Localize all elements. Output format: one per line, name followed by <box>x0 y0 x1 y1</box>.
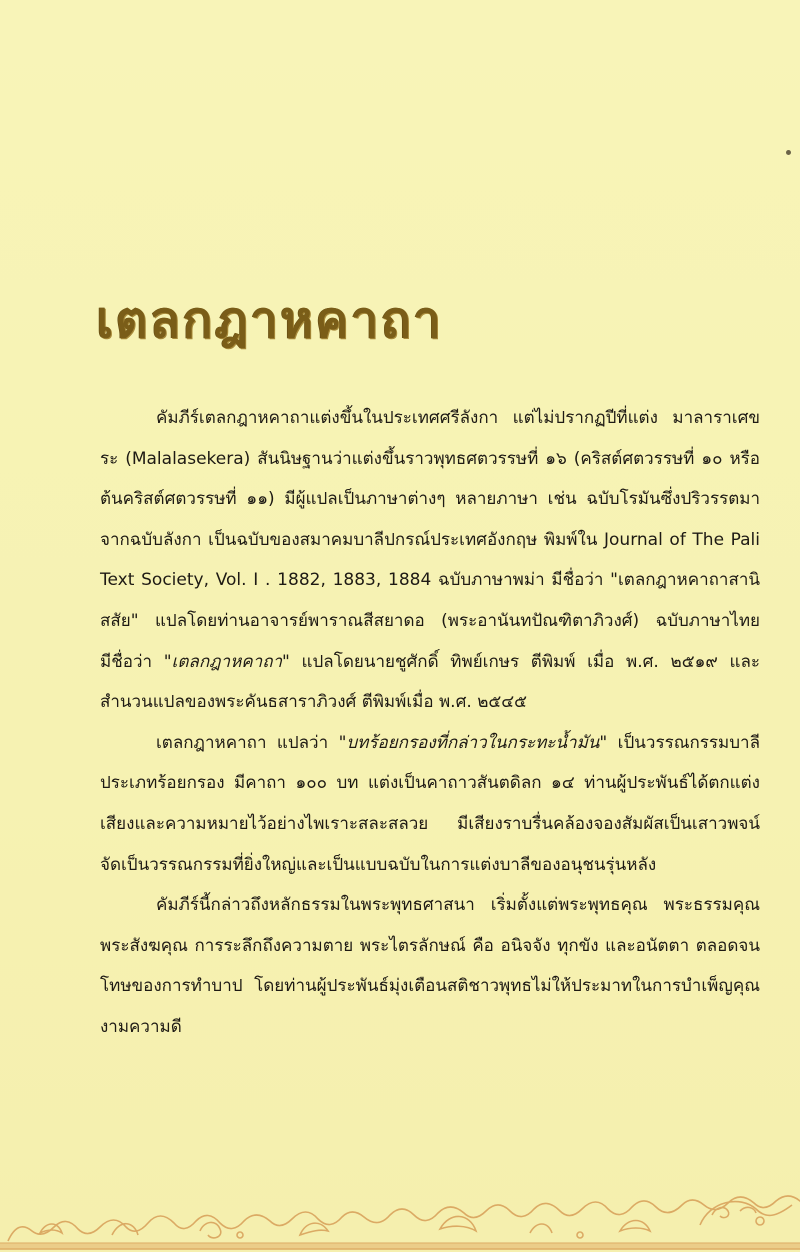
paragraph-3-text: คัมภีร์นี้กล่าวถึงหลักธรรมในพระพุทธศาสนา เริ่มตั้งแต่พระพุทธคุณ พระธรรมคุณ พระสังฆคุณ การระลึกถึงความตาย พระไตรลักษณ์ คือ อนิจจัง ทุกขัง และอนัตตา ตลอดจนโทษของการทำบาป โดยท่านผู้ประพันธ์มุ่งเตือนสติชาวพุทธไม่ให้ประมาทในการบำเพ็ญคุณงามความดี <box>100 895 760 1037</box>
speck-dot <box>786 150 791 155</box>
paragraph-2-text-a: เตลกฎาหคาถา แปลว่า <box>156 732 339 753</box>
paragraph-1 <box>100 398 760 723</box>
paragraph-1-text-a: คัมภีร์เตลกฎาหคาถาแต่งขึ้นในประเทศศรีลังกา แต่ไม่ปรากฏปีที่แต่ง มาลาราเศขระ (Malalasekera) สันนิษฐานว่าแต่งขึ้นราวพุทธศตวรรษที่ ๑๖ (คริสต์ศตวรรษที่ ๑๐ หรือต้นคริสต์ศตวรรษที่ ๑๑) มีผู้แปลเป็นภาษาต่างๆ หลายภาษา เช่น ฉบับโรมันซึ่งปริวรรตมาจากฉบับลังกา เป็นฉบับของสมาคมบาลีปกรณ์ประเทศอังกฤษ พิมพ์ใน Journal of The Pali Text Society, Vol. I . 1882, 1883, 1884 ฉบับภาษาพม่า มีชื่อว่า "เตลกฎาหคาถาสานิสสัย" แปลโดยท่านอาจารย์พาราณสีสยาดอ (พระอานันทปัณฑิตาภิวงศ์) ฉบับภาษาไทย มีชื่อว่า <box>100 408 760 672</box>
body-text <box>100 398 760 1048</box>
paragraph-3 <box>100 885 760 1047</box>
paragraph-2-meaning-italic: "บทร้อยกรองที่กล่าวในกระทะน้ำมัน" <box>338 732 608 753</box>
ornament-frieze-icon <box>0 1185 800 1252</box>
paragraph-2 <box>100 723 760 885</box>
paragraph-1-text-b: แปลโดยนายชูศักดิ์ ทิพย์เกษร ตีพิมพ์ เมื่อ พ.ศ. ๒๕๑๙ และสำนวนแปลของพระคันธสาราภิวงศ์ ตีพิมพ์เมื่อ พ.ศ. ๒๕๔๕ <box>100 651 760 713</box>
decorative-border <box>0 1185 800 1252</box>
paragraph-2-text-b: เป็นวรรณกรรมบาลีประเภทร้อยกรอง มีคาถา ๑๐๐ บท แต่งเป็นคาถาวสันตดิลก ๑๔ ท่านผู้ประพันธ์ได้ตกแต่งเสียงและความหมายไว้อย่างไพเราะสละสลวย มีเสียงราบรื่นคล้องจองสัมผัสเป็นเสาวพจน์ จัดเป็นวรรณกรรมที่ยิ่งใหญ่และเป็นแบบฉบับในการแต่งบาลีของอนุชนรุ่นหลัง <box>100 732 760 875</box>
paragraph-1-title-italic: "เตลกฎาหคาถา" <box>163 651 290 672</box>
page-title: เตลกฎาหคาถา <box>96 291 443 349</box>
